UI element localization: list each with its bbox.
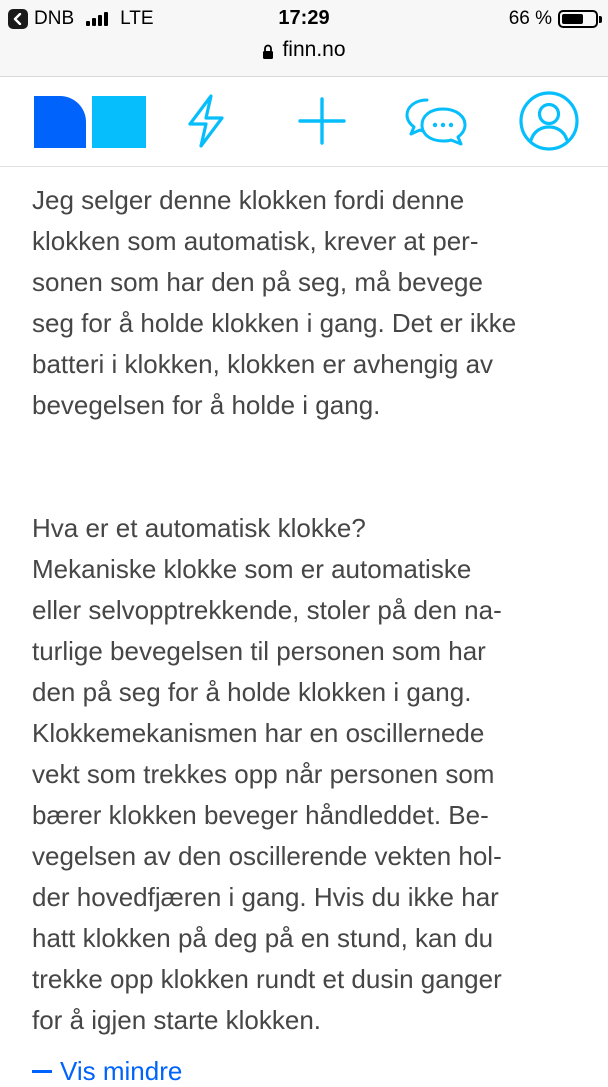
zap-icon[interactable] — [178, 91, 234, 151]
battery-cap — [599, 16, 602, 23]
status-bar — [0, 0, 608, 40]
status-right — [509, 8, 598, 30]
url-bar[interactable] — [0, 38, 608, 62]
battery-fill — [562, 14, 583, 24]
finn-logo[interactable] — [34, 96, 146, 148]
top-navigation — [0, 77, 608, 167]
minus-icon — [32, 1070, 52, 1073]
chat-icon[interactable] — [404, 91, 468, 151]
network-type: LTE — [120, 8, 154, 29]
battery-percentage: 66 % — [508, 8, 552, 29]
ad-description — [32, 180, 577, 1041]
battery-icon — [558, 10, 598, 28]
profile-icon[interactable] — [518, 90, 580, 152]
status-time: 17:29 — [278, 7, 330, 29]
lock-icon — [262, 42, 274, 58]
show-less-label: Vis mindre — [60, 1056, 183, 1086]
description-paragraph: Jeg selger denne klokken fordi denne klokken som automatisk, krever at per- sonen som har den på seg, må bevege seg for å holde klokken i gang. Det er ikke batteri i klokken, klokken er avhengig av bevegelsen for å holde i gang. — [32, 185, 517, 420]
description-paragraph: Hva er et automatisk klokke? Mekaniske klokke som er automatiske eller selvopptrekkende, stoler på den na- turlige bevegelsen til personen som har den på seg for å holde klokken i gang. Klokkemekanismen har en oscillernede vekt som trekkes opp når personen som bærer klokken beveger håndleddet. Be- vegelsen av den oscillerende vekten hol- der hovedfjæren i gang. Hvis du ikke har hatt klokken på deg på en stund, kan du trekke opp klokken rundt et dusin ganger for å igjen starte klokken. — [32, 513, 502, 1035]
plus-icon[interactable] — [292, 91, 352, 151]
url-text[interactable]: finn.no — [282, 38, 346, 61]
back-app-label[interactable]: DNB — [34, 8, 75, 29]
show-less-button[interactable] — [32, 1056, 182, 1087]
browser-chrome — [0, 0, 608, 77]
